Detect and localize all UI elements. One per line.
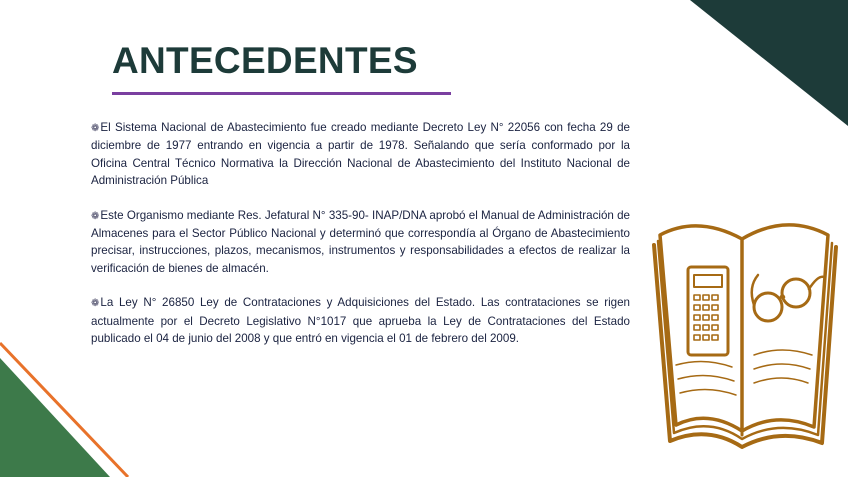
paragraph-2 xyxy=(91,207,630,278)
slide-title: ANTECEDENTES xyxy=(112,40,418,81)
bottom-left-green-triangle xyxy=(0,358,110,477)
top-right-triangle xyxy=(690,0,848,126)
bullet-icon: ❁ xyxy=(91,210,100,222)
open-book-calculator-glasses-icon xyxy=(646,205,842,451)
bullet-icon: ❁ xyxy=(91,298,100,310)
paragraph-text: La Ley N° 26850 Ley de Contrataciones y Adquisiciones del Estado. Las contrataciones se rigen actualmente por el Decreto Legislativo N°1017 que aprueba la Ley de Contrataciones del Estado publicado el 04 de junio del 2008 y que entró en vigencia el 01 de febrero del 2009. xyxy=(91,296,630,346)
paragraph-1 xyxy=(91,119,630,190)
slide-body xyxy=(91,119,630,364)
bullet-icon: ❁ xyxy=(91,123,100,134)
title-underline xyxy=(112,92,451,95)
paragraph-text: Este Organismo mediante Res. Jefatural N° 335-90- INAP/DNA aprobó el Manual de Administración de Almacenes para el Sector Público Nacional y determinó que correspondía al Órgano de Abastecimiento precisar, instrucciones, plazos, mecanismos, instrumentos y responsabilidades a efectos de realizar la verificación de bienes de almacén. xyxy=(91,208,630,275)
paragraph-3 xyxy=(91,294,630,347)
paragraph-text: El Sistema Nacional de Abastecimiento fue creado mediante Decreto Ley N° 22056 con fecha 29 de diciembre de 1977 entrando en vigencia a partir de 1978. Señalando que sería conformado por la Oficina Central Técnico Normativa la Dirección Nacional de Abastecimiento del Instituto Nacional de Administración Pública xyxy=(91,121,630,188)
